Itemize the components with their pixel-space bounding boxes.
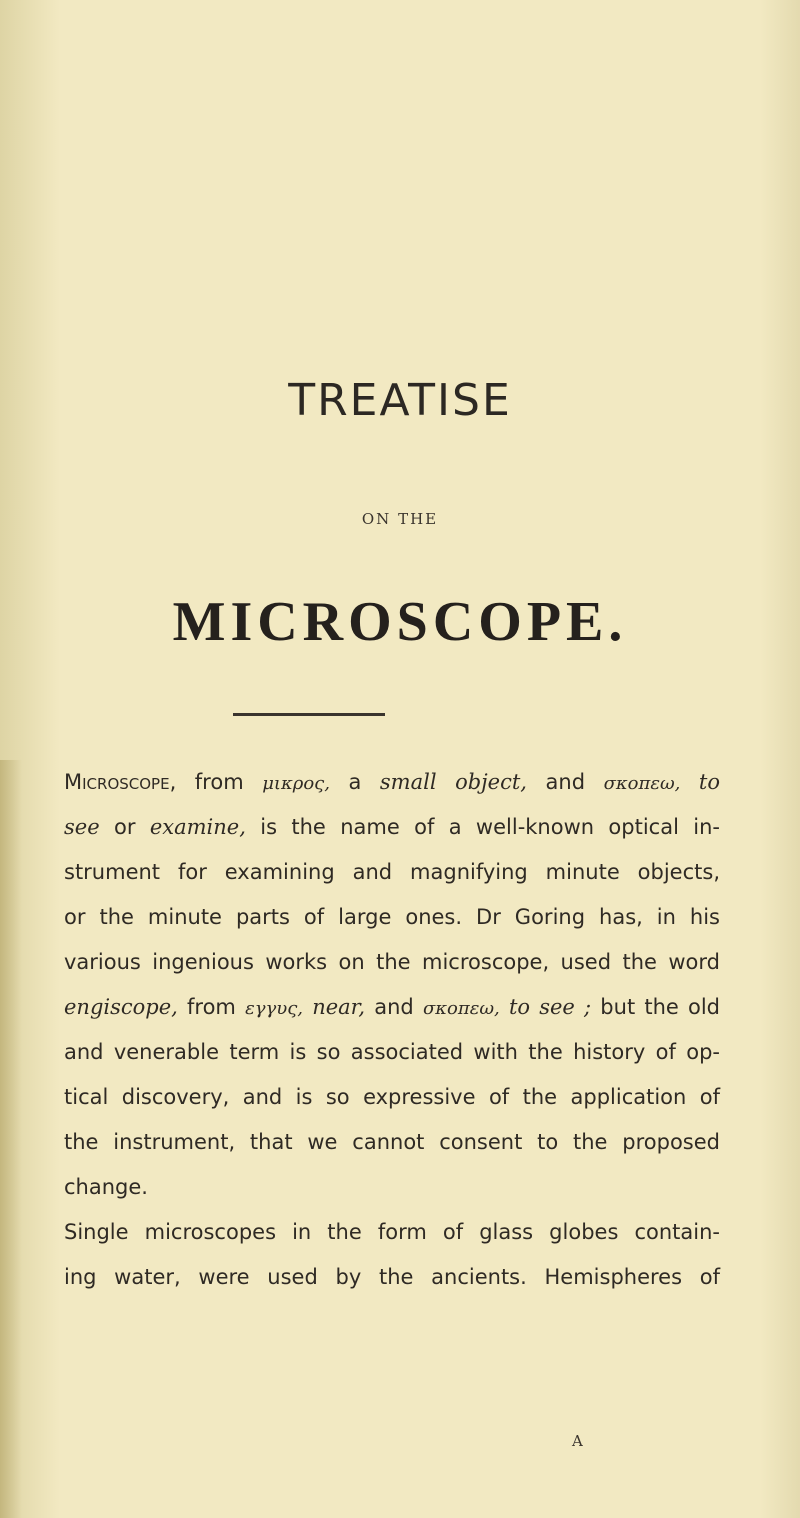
text-run: and [526,770,604,794]
text-run: a [329,770,380,794]
italic-phrase: examine, [149,815,246,839]
text-line: tical discovery, and is so expressive of the application of [64,1085,720,1109]
body-paragraphs [64,760,720,1300]
text-line: or the minute parts of large ones. Dr Goring has, in his [64,905,720,929]
text-run: from [177,995,246,1019]
headword: Microscope, [64,770,177,794]
text-line: Single microscopes in the form of glass globes contain- [64,1220,720,1244]
text-run: is the name of a well-known optical in- [245,815,720,839]
italic-phrase: to see ; [508,995,592,1019]
italic-phrase: small object, [379,770,527,794]
greek-word: εγγυς, [245,998,303,1019]
main-title: MICROSCOPE. [172,591,628,653]
page-title: TREATISE [288,375,512,426]
greek-word: μικρος, [262,773,330,794]
text-line: change. [64,1175,148,1199]
title-connector: ON THE [361,510,439,528]
text-line: strument for examining and magnifying minute objects, [64,860,720,884]
italic-phrase: to [680,770,721,794]
text-line: the instrument, that we cannot consent to the proposed [64,1130,720,1154]
text-run: but the old [591,995,721,1019]
italic-phrase: see [64,815,100,839]
text-run [500,995,509,1019]
text-run: and [365,995,423,1019]
text-line [64,805,720,850]
signature-mark: A [572,1432,583,1450]
greek-word: σκοπεω, [603,773,681,794]
page-edge-shadow [0,760,22,1518]
text-line: ing water, were used by the ancients. Hemispheres of [64,1265,720,1289]
text-line: and venerable term is so associated with the history of op- [64,1040,720,1064]
text-line [64,760,720,805]
text-line [64,985,720,1030]
text-run [303,995,312,1019]
text-line: various ingenious works on the microscope, used the word [64,950,720,974]
title-divider [233,713,385,716]
italic-phrase: near, [312,995,366,1019]
greek-word: σκοπεω, [422,998,500,1019]
text-run: or [99,815,150,839]
italic-phrase: engiscope, [64,995,178,1019]
text-run: from [176,770,263,794]
